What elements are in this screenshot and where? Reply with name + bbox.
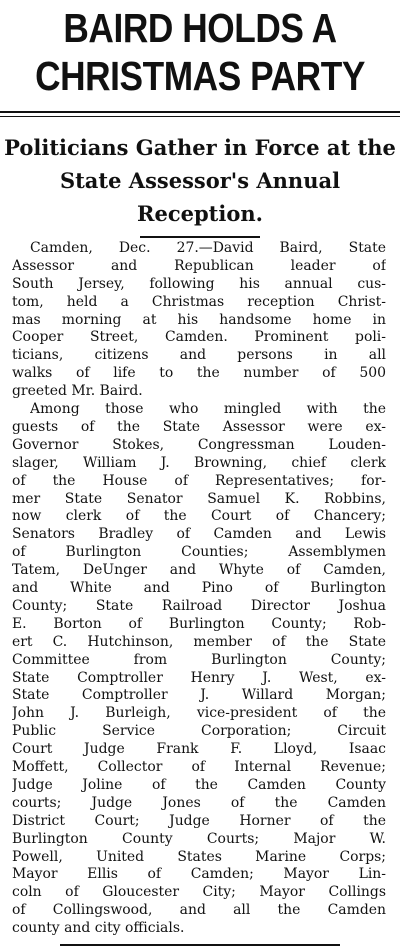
body-line: mer State Senator Samuel K. Robbins, [12,490,386,507]
headline-line-2: CHRISTMAS PARTY [35,53,365,99]
body-line: slager, William J. Browning, chief clerk [12,454,386,471]
headline-line-1: BAIRD HOLDS A [63,5,337,51]
body-line: ticians, citizens and persons in all [12,347,386,364]
body-line: Governor Stokes, Congressman Louden- [12,436,386,453]
body-line: of the House of Representatives; for- [12,472,386,489]
body-line: E. Borton of Burlington County; Rob- [12,615,386,632]
body-line: State Comptroller J. Willard Morgan; [12,687,386,704]
body-line: county and city officials. [12,920,185,937]
body-line: Assessor and Republican leader of [12,257,386,274]
body-line: Mayor Ellis of Camden; Mayor Lin- [12,866,386,883]
body-line: Tatem, DeUnger and Whyte of Camden, [12,562,386,579]
body-line: District Court; Judge Horner of the [12,812,386,829]
body-line: Burlington County Courts; Major W. [12,830,386,847]
body-line: greeted Mr. Baird. [12,383,143,400]
body-line: Committee from Burlington County; [12,651,386,668]
body-line: South Jersey, following his annual cus- [12,275,386,292]
body-line: coln of Gloucester City; Mayor Collings [12,884,386,901]
body-line: Among those who mingled with the [30,401,386,418]
body-line: County; State Railroad Director Joshua [12,597,386,614]
body-line: Powell, United States Marine Corps; [12,848,386,865]
body-line: John J. Burleigh, vice-president of the [12,705,386,722]
subheadline-line-1: Politicians Gather in Force at the [4,135,396,160]
body-line: Camden, Dec. 27.—David Baird, State [30,240,386,256]
subheadline-line-3: Reception. [137,201,263,226]
body-line: Public Service Corporation; Circuit [12,723,386,740]
body-line: Judge Joline of the Camden County [12,776,386,793]
body-line: Senators Bradley of Camden and Lewis [12,526,386,543]
body-line: Court Judge Frank F. Lloyd, Isaac [12,741,386,758]
body-line: and White and Pino of Burlington [12,580,386,597]
body-line: Moffett, Collector of Internal Revenue; [12,759,386,776]
body-line: Cooper Street, Camden. Prominent poli- [12,329,386,346]
body-line: walks of life to the number of 500 [12,365,386,382]
headline-rule [0,111,400,117]
body-line: courts; Judge Jones of the Camden [12,794,386,811]
body-line: of Collingswood, and all the Camden [12,902,386,919]
body-line: tom, held a Christmas reception Christ- [12,293,386,310]
body-line: now clerk of the Court of Chancery; [12,508,386,525]
body-line: State Comptroller Henry J. West, ex- [12,669,386,686]
bottom-rule [60,944,340,946]
subheadline-line-2: State Assessor's Annual [59,168,341,193]
subheadline-rule [140,236,260,238]
body-line: guests of the State Assessor were ex- [12,418,386,435]
body-line: ert C. Hutchinson, member of the State [12,633,386,650]
body-line: of Burlington Counties; Assemblymen [12,544,386,561]
body-line: mas morning at his handsome home in [12,311,386,328]
